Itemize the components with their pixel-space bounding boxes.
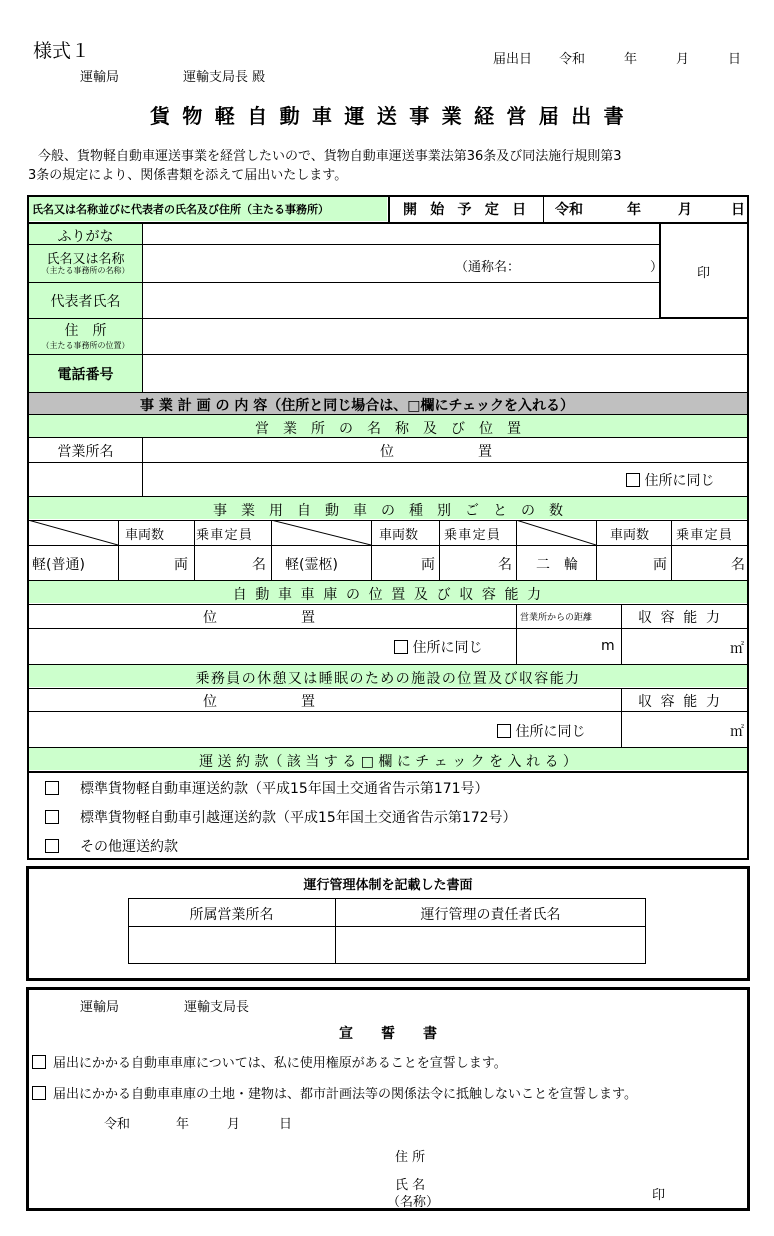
document-title: 貨物軽自動車運送事業経営届出書	[150, 104, 636, 128]
oath-era: 令和	[104, 1117, 131, 1132]
rest-same-address[interactable]: 住所に同じ	[497, 721, 585, 741]
representative-field[interactable]	[143, 283, 658, 318]
two-wheel-label: 二 輪	[536, 557, 578, 573]
rest-facility-header: 乗務員の休憩又は睡眠のための施設の位置及び収容能力	[195, 671, 581, 687]
oath-seal: 印	[652, 1188, 666, 1203]
oath-day: 日	[279, 1117, 293, 1132]
furigana-field[interactable]	[143, 223, 658, 244]
oath-name-label: 氏 名	[395, 1178, 426, 1193]
start-day: 日	[731, 202, 745, 218]
rest-position-label: 位 置	[203, 694, 315, 710]
oath-year: 年	[176, 1117, 190, 1132]
intro-line-1: 今般、貨物軽自動車運送事業を経営したいので、貨物自動車運送事業法第36条及び同法施行規則第3	[38, 149, 622, 164]
terms-item-standard[interactable]: 標準貨物軽自動車運送約款（平成15年国土交通省告示第171号）	[45, 778, 489, 798]
kei-hearse-count-unit: 両	[421, 557, 435, 573]
kei-normal-count-unit: 両	[174, 557, 188, 573]
count-label-1: 車両数	[125, 528, 165, 543]
oath-address-label: 住 所	[395, 1150, 426, 1165]
start-month: 月	[678, 202, 692, 218]
count-label-3: 車両数	[610, 528, 650, 543]
kei-hearse-label: 軽(霊柩)	[285, 557, 338, 573]
start-era: 令和	[555, 202, 583, 218]
alias-close: ）	[650, 260, 664, 275]
garage-distance-label: 営業所からの距離	[520, 613, 593, 623]
date-month: 月	[676, 52, 690, 67]
alias-label: （通称名：	[455, 260, 521, 275]
office-same-address[interactable]: 住所に同じ	[626, 470, 714, 490]
date-day: 日	[728, 52, 742, 67]
checkbox-icon[interactable]	[497, 724, 511, 738]
checkbox-icon[interactable]	[45, 781, 59, 795]
office-name-field[interactable]	[28, 463, 141, 495]
furigana-label: ふりがな	[57, 229, 114, 245]
rest-capacity-label: 収 容 能 力	[638, 694, 723, 710]
name-label: 氏名又は名称	[46, 252, 125, 267]
diagonal-cell-1	[28, 520, 118, 545]
management-office-field[interactable]	[130, 928, 334, 963]
count-label-2: 車両数	[379, 528, 419, 543]
kei-hearse-capacity-unit: 名	[498, 557, 512, 573]
name-field[interactable]	[143, 245, 443, 281]
name-sub-label: （主たる事務所の名称）	[41, 266, 130, 275]
garage-distance-unit: m	[601, 638, 615, 654]
address-sub-label: （主たる事務所の位置）	[41, 341, 130, 350]
diagonal-cell-3	[516, 520, 596, 545]
date-era: 令和	[559, 52, 586, 67]
checkbox-icon[interactable]	[45, 810, 59, 824]
management-col-office: 所属営業所名	[189, 907, 274, 923]
date-label: 届出日	[493, 52, 533, 67]
office-location-field[interactable]	[143, 463, 603, 495]
management-manager-field[interactable]	[337, 928, 645, 963]
management-col-manager: 運行管理の責任者氏名	[420, 907, 561, 923]
oath-month: 月	[227, 1117, 241, 1132]
oath-item-right-of-use[interactable]: 届出にかかる自動車車庫については、私に使用権原があることを宣誓します。	[32, 1052, 507, 1071]
checkbox-icon[interactable]	[394, 640, 408, 654]
two-wheel-count-unit: 両	[653, 557, 667, 573]
address-field[interactable]	[143, 319, 748, 354]
capacity-label-1: 乗車定員	[196, 528, 254, 543]
kei-normal-label: 軽(普通)	[32, 557, 85, 573]
checkbox-icon[interactable]	[32, 1055, 46, 1069]
applicant-header-label: 氏名又は名称並びに代表者の氏名及び住所（主たる事務所）	[32, 203, 329, 216]
garage-capacity-label: 収 容 能 力	[638, 610, 723, 626]
checkbox-icon[interactable]	[32, 1086, 46, 1100]
capacity-label-3: 乗車定員	[676, 528, 734, 543]
terms-header: 運 送 約 款（ 該 当 す る □ 欄 に チ ェ ッ ク を 入 れ る ）	[199, 754, 577, 770]
phone-field[interactable]	[143, 355, 748, 392]
office-header: 営 業 所 の 名 称 及 び 位 置	[255, 421, 521, 437]
checkbox-icon[interactable]	[626, 473, 640, 487]
office-name-label: 営業所名	[57, 444, 114, 460]
date-year: 年	[624, 52, 638, 67]
diagonal-cell-2	[271, 520, 371, 545]
terms-item-other[interactable]: その他運送約款	[45, 836, 178, 856]
address-label: 住 所	[64, 323, 107, 339]
seal-label: 印	[697, 266, 711, 281]
office-location-label: 位 置	[380, 444, 492, 460]
terms-item-moving[interactable]: 標準貨物軽自動車引越運送約款（平成15年国土交通省告示第172号）	[45, 807, 517, 827]
garage-header: 自 動 車 車 庫 の 位 置 及 び 収 容 能 力	[232, 587, 544, 603]
start-date-label: 開 始 予 定 日	[403, 202, 531, 218]
management-title: 運行管理体制を記載した書面	[303, 878, 473, 893]
oath-item-regulations[interactable]: 届出にかかる自動車車庫の土地・建物は、都市計画法等の関係法令に抵触しないことを宣誓します。	[32, 1083, 637, 1102]
rest-capacity-unit: ㎡	[730, 724, 744, 740]
representative-label: 代表者氏名	[50, 294, 121, 310]
plan-header: 事 業 計 画 の 内 容（住所と同じ場合は、□欄にチェックを入れる）	[140, 398, 575, 414]
oath-title: 宣 誓 書	[339, 1026, 437, 1042]
garage-same-address[interactable]: 住所に同じ	[394, 637, 482, 657]
oath-bureau: 運輸局	[80, 1000, 120, 1015]
capacity-label-2: 乗車定員	[444, 528, 502, 543]
checkbox-icon[interactable]	[45, 839, 59, 853]
intro-line-2: 3条の規定により、関係書類を添えて届出いたします。	[28, 168, 348, 183]
start-year: 年	[627, 202, 641, 218]
form-number: 様式１	[33, 40, 91, 62]
header-branch: 運輸支局長 殿	[183, 70, 266, 85]
garage-capacity-unit: ㎡	[730, 641, 744, 657]
vehicles-header: 事 業 用 自 動 車 の 種 別 ご と の 数	[213, 503, 563, 519]
header-bureau: 運輸局	[80, 70, 120, 85]
oath-name-sub: （名称）	[387, 1195, 440, 1210]
two-wheel-capacity-unit: 名	[731, 557, 745, 573]
oath-branch: 運輸支局長	[184, 1000, 250, 1015]
phone-label: 電話番号	[57, 367, 114, 383]
kei-normal-capacity-unit: 名	[252, 557, 266, 573]
garage-position-field[interactable]	[28, 629, 388, 663]
garage-position-label: 位 置	[203, 610, 315, 626]
